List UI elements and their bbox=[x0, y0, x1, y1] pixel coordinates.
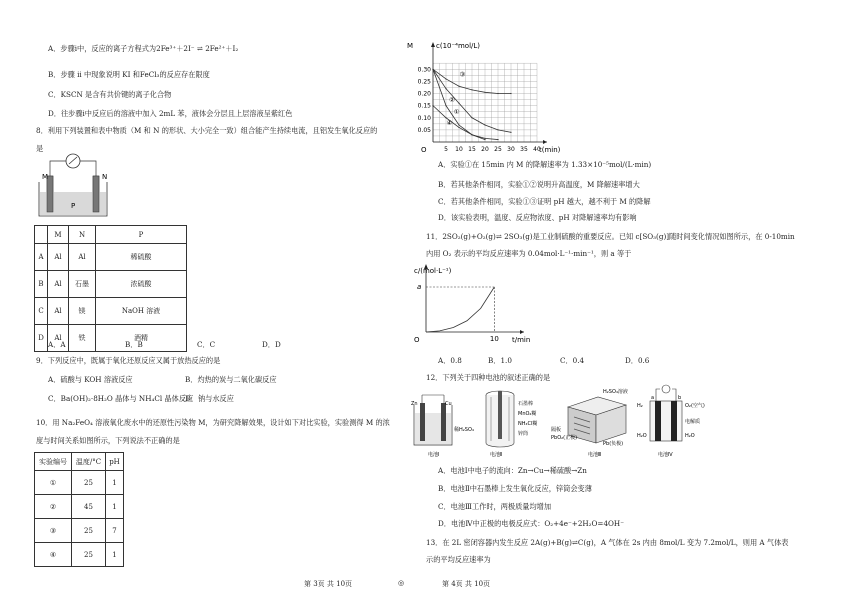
q8-table bbox=[34, 225, 187, 352]
label-h2so4-sol: H₂SO₄溶液 bbox=[603, 389, 628, 395]
q8-option-d: D．D bbox=[262, 340, 281, 349]
q7-option-c: C．KSCN 是含有共价键的离子化合物 bbox=[48, 90, 172, 99]
label-a: a bbox=[651, 395, 655, 401]
q12-stem: 12．下列关于四种电池的叙述正确的是 bbox=[426, 373, 551, 382]
x-tick-label: 10 bbox=[489, 335, 499, 343]
data-point bbox=[484, 139, 485, 140]
label-nh4cl: NH₄Cl糊 bbox=[518, 421, 538, 427]
label-h2o-right: H₂O bbox=[685, 433, 695, 439]
x-tick-label: 10 bbox=[455, 146, 463, 153]
battery-1 bbox=[411, 395, 474, 458]
q11-chart bbox=[408, 262, 538, 344]
label-o2: O₂(空气) bbox=[685, 403, 705, 409]
table-row: ④ 25 1 bbox=[35, 543, 124, 567]
q11-stem: 11．2SO₂(g)+O₂(g)⇌ 2SO₃(g)是工业制硫酸的重要反应。已知 c[SO₃(g)]随时间变化情况如图所示，在 0-10min bbox=[426, 232, 795, 241]
q8-option-c: C．C bbox=[197, 340, 216, 349]
y-tick-label: 0.25 bbox=[417, 78, 431, 86]
data-point bbox=[471, 89, 472, 90]
table-header: 温度/°C bbox=[72, 453, 106, 471]
table-header: pH bbox=[106, 453, 124, 471]
q11-option-c: C．0.4 bbox=[560, 356, 585, 365]
q13-stem-cont: 示的平均反应速率为 bbox=[426, 555, 491, 564]
table-row: ③ 25 7 bbox=[35, 519, 124, 543]
x-tick-label: 40 bbox=[533, 146, 541, 153]
data-point bbox=[497, 93, 498, 94]
q10-stem-cont: 度与时间关系如图所示，下列说法不正确的是 bbox=[36, 436, 180, 445]
label-battery-2: 电池Ⅱ bbox=[490, 452, 503, 458]
data-point bbox=[445, 88, 446, 89]
table-header bbox=[35, 226, 48, 244]
center-mark: ◎ bbox=[398, 579, 405, 587]
table-row: B Al 石墨 浓硫酸 bbox=[35, 271, 187, 298]
label-battery-1: 电池Ⅰ bbox=[428, 452, 440, 458]
data-point bbox=[458, 124, 459, 125]
data-point bbox=[432, 69, 433, 70]
series-label: ② bbox=[449, 96, 455, 104]
q9-stem: 9．下列反应中，既属于氧化还原反应又属于放热反应的是 bbox=[36, 356, 221, 365]
label-mno2: MnO₂糊 bbox=[518, 411, 537, 417]
table-header: 实验编号 bbox=[35, 453, 72, 471]
y-tick-label: 0.30 bbox=[417, 66, 431, 74]
label-elec: 电解质 bbox=[685, 419, 701, 425]
q10-option-d: D．该实验表明，温度、反应物浓度、pH 对降解速率均有影响 bbox=[438, 213, 637, 222]
y-tick-label: 0.10 bbox=[417, 114, 431, 122]
label-graphite: 石墨棒 bbox=[518, 401, 534, 407]
y-tick-label: 0.15 bbox=[417, 102, 431, 110]
label-grid: 隔板 bbox=[551, 427, 562, 433]
q8-option-b: B．B bbox=[125, 340, 143, 349]
label-battery-3: 电池Ⅲ bbox=[588, 452, 602, 458]
label-pbo2: PbO₂(正极) bbox=[551, 435, 578, 441]
q7-option-a: A．步骤ⅰ中，反应的离子方程式为2Fe³⁺＋2I⁻ ⇌ 2Fe²⁺＋I₂ bbox=[48, 44, 239, 53]
q12-option-d: D．电池Ⅳ中正极的电极反应式：O₂+4e⁻+2H₂O=4OH⁻ bbox=[438, 519, 624, 528]
data-point bbox=[458, 103, 459, 104]
q11-stem-cont: 内用 O₂ 表示的平均反应速率为 0.04mol·L⁻¹·min⁻¹，则 a 等于 bbox=[426, 249, 632, 258]
x-axis-label: t(min) bbox=[539, 146, 561, 154]
origin-label: O bbox=[414, 336, 420, 344]
q11-option-b: B．1.0 bbox=[488, 356, 512, 365]
data-point bbox=[458, 86, 459, 87]
q10-option-c: C．若其他条件相同，实验①③证明 pH 越大，越不利于 M 的降解 bbox=[438, 197, 651, 206]
q7-option-d: D．往步骤ⅰ中反应后的溶液中加入 2mL 苯，液体会分层且上层溶液呈紫红色 bbox=[48, 109, 293, 118]
label-h2: H₂ bbox=[637, 403, 643, 409]
axis-letter: M bbox=[407, 42, 414, 50]
q9-option-c: C．Ba(OH)₂·8H₂O 晶体与 NH₄Cl 晶体反应 bbox=[48, 394, 194, 403]
q13-stem: 13．在 2L 密闭容器内发生反应 2A(g)+B(g)⇌C(g)，A 气体在 2s 内由 8mol/L 变为 7.2mol/L，则用 A 气体表 bbox=[426, 538, 789, 547]
q11-option-d: D．0.6 bbox=[625, 356, 650, 365]
q10-option-a: A．实验①在 15min 内 M 的降解速率为 1.33×10⁻⁵mol/(L·min) bbox=[438, 160, 652, 169]
y-marker-label: a bbox=[417, 283, 422, 291]
data-point bbox=[432, 105, 433, 106]
x-tick-label: 5 bbox=[444, 146, 448, 153]
battery-2 bbox=[486, 391, 537, 458]
q10-chart bbox=[403, 32, 561, 162]
q8-stem-cont: 是 bbox=[36, 144, 44, 153]
x-axis-arrow bbox=[543, 140, 547, 144]
x-tick-label: 25 bbox=[494, 146, 502, 153]
series-label: ① bbox=[453, 108, 460, 117]
data-point bbox=[497, 139, 498, 140]
y-axis-label: c/(mol·L⁻¹) bbox=[414, 267, 452, 275]
q9-option-b: B．灼热的炭与二氧化碳反应 bbox=[185, 375, 277, 384]
label-cu: Cu bbox=[445, 401, 452, 407]
data-point bbox=[445, 105, 446, 106]
table-header: M bbox=[48, 226, 69, 244]
x-tick-label: 35 bbox=[520, 146, 528, 153]
label-p: P bbox=[71, 202, 76, 210]
data-point bbox=[484, 124, 485, 125]
table-row: A Al Al 稀硫酸 bbox=[35, 244, 187, 271]
data-point bbox=[497, 129, 498, 130]
label-battery-4: 电池Ⅳ bbox=[658, 452, 673, 458]
table-row: ② 45 1 bbox=[35, 495, 124, 519]
label-h2o-left: H₂O bbox=[637, 433, 647, 439]
q10-stem: 10．用 Na₂FeO₄ 溶液氧化废水中的还原性污染物 M，为研究降解效果，设计如下对比实验，实验测得 M 的浓 bbox=[36, 418, 390, 427]
page-number-right: 第 4页 共 10页 bbox=[442, 580, 491, 588]
table-header: N bbox=[69, 226, 96, 244]
label-n: N bbox=[102, 173, 108, 181]
q8-option-a: A．A bbox=[48, 340, 66, 349]
data-point bbox=[471, 134, 472, 135]
x-tick-label: 20 bbox=[481, 146, 489, 153]
q12-option-c: C．电池Ⅲ工作时，两极质量均增加 bbox=[438, 502, 552, 511]
q8-stem: 8．利用下列装置和表中物质（M 和 N 的形状、大小完全一致）组合能产生持续电流，且铝发生氧化反应的 bbox=[36, 126, 378, 135]
y-axis-arrow bbox=[431, 42, 435, 47]
q12-option-b: B．电池Ⅱ中石墨棒上发生氧化反应，锌筒会变薄 bbox=[438, 484, 592, 493]
table-row: ① 25 1 bbox=[35, 471, 124, 495]
series-line bbox=[426, 287, 494, 332]
q11-option-a: A．0.8 bbox=[438, 356, 462, 365]
origin-label: O bbox=[421, 146, 427, 154]
battery-diagrams bbox=[408, 383, 713, 461]
q9-option-d: D．钠与水反应 bbox=[185, 394, 234, 403]
label-h2so4: 稀H₂SO₄ bbox=[454, 427, 474, 433]
data-point bbox=[484, 92, 485, 93]
data-point bbox=[471, 117, 472, 118]
label-pb: Pb(负极) bbox=[603, 441, 624, 447]
q12-option-a: A．电池Ⅰ中电子的流向：Zn→Cu→稀硫酸→Zn bbox=[438, 466, 587, 475]
page-number-left: 第 3页 共 10页 bbox=[304, 580, 353, 588]
label-zn: Zn bbox=[411, 401, 418, 407]
data-point bbox=[510, 93, 511, 94]
galvanic-apparatus bbox=[34, 152, 114, 222]
q10-option-b: B．若其他条件相同，实验①②说明升高温度，M 降解速率增大 bbox=[438, 180, 640, 189]
x-axis-arrow bbox=[520, 330, 524, 334]
data-point bbox=[445, 78, 446, 79]
series-label: ④ bbox=[446, 119, 453, 128]
table-row: C Al 镁 NaOH 溶液 bbox=[35, 298, 187, 325]
label-b: b bbox=[678, 395, 682, 401]
table-row: D Al 铁 酒精 bbox=[35, 325, 187, 352]
q7-option-b: B．步骤 ii 中现象说明 KI 和FeCl₃的反应存在限度 bbox=[48, 70, 210, 79]
label-zntube: 锌筒 bbox=[518, 431, 529, 437]
x-axis-label: t/min bbox=[512, 336, 531, 344]
table-header: P bbox=[96, 226, 187, 244]
y-tick-label: 0.05 bbox=[417, 126, 431, 134]
x-tick-label: 30 bbox=[507, 146, 515, 153]
battery-4 bbox=[637, 385, 705, 458]
label-m: M bbox=[42, 173, 49, 181]
battery-3 bbox=[551, 388, 628, 458]
q10-table bbox=[34, 452, 124, 567]
data-point bbox=[458, 127, 459, 128]
y-axis-label: c(10⁻⁴mol/L) bbox=[436, 42, 481, 50]
q9-option-a: A．硫酸与 KOH 溶液反应 bbox=[48, 375, 133, 384]
data-point bbox=[510, 132, 511, 133]
data-point bbox=[484, 138, 485, 139]
x-tick-label: 15 bbox=[468, 146, 476, 153]
y-tick-label: 0.20 bbox=[417, 90, 431, 98]
series-label: ③ bbox=[459, 70, 466, 79]
